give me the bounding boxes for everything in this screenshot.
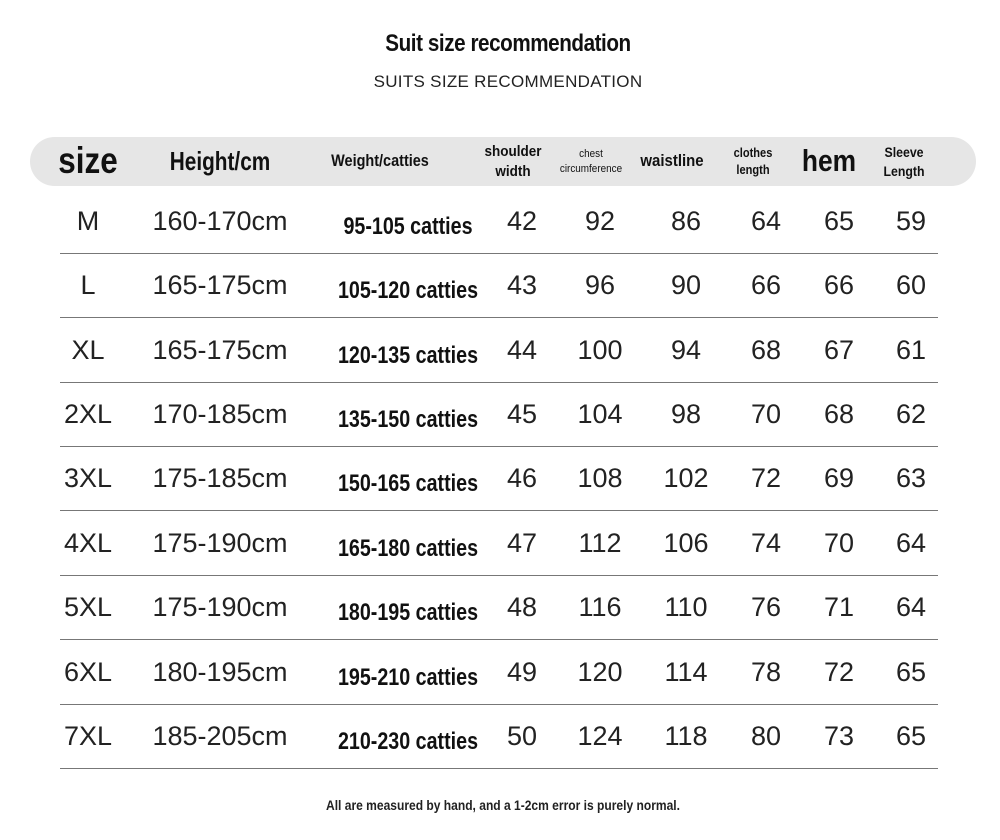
cell-shoulder: 49 [506,656,538,687]
cell-height: 180-195cm [152,656,288,687]
table-row [60,446,938,511]
cell-shoulder: 43 [506,269,538,300]
header-chest-line1: chest [579,148,603,161]
header-waistline: waistline [640,151,704,171]
header-hem: hem [801,143,857,179]
cell-sleeve: 65 [895,656,927,687]
cell-size: 4XL [63,527,113,558]
cell-clothes-length: 70 [750,398,782,429]
cell-size: L [80,269,96,300]
cell-chest: 100 [577,334,623,365]
cell-sleeve: 61 [895,334,927,365]
cell-clothes-length: 78 [750,656,782,687]
cell-chest: 104 [577,398,623,429]
cell-size: 5XL [63,591,113,622]
cell-clothes-length: 74 [750,527,782,558]
header-weight: Weight/catties [331,151,429,171]
cell-sleeve: 60 [895,269,927,300]
table-row [60,704,938,769]
cell-hem: 68 [823,398,855,429]
cell-waist: 86 [670,205,702,236]
cell-waist: 102 [663,462,709,493]
cell-chest: 120 [577,656,623,687]
header-shoulder-line2: width [495,162,531,180]
cell-height: 165-175cm [152,269,288,300]
cell-waist: 90 [670,269,702,300]
cell-size: XL [71,334,105,365]
cell-shoulder: 50 [506,720,538,751]
cell-shoulder: 45 [506,398,538,429]
header-shoulder-width [476,137,550,186]
cell-chest: 92 [584,205,616,236]
cell-clothes-length: 66 [750,269,782,300]
cell-size: 6XL [63,656,113,687]
cell-weight: 135-150 catties [337,406,479,433]
header-height: Height/cm [169,145,271,176]
cell-clothes-length: 64 [750,205,782,236]
cell-clothes-length: 80 [750,720,782,751]
cell-weight: 120-135 catties [337,342,479,369]
cell-hem: 73 [823,720,855,751]
cell-weight: 195-210 catties [337,664,479,691]
cell-size: M [76,205,100,236]
cell-weight: 210-230 catties [337,728,479,755]
table-row [60,318,938,383]
cell-height: 175-190cm [152,527,288,558]
cell-weight: 150-165 catties [337,470,479,497]
cell-shoulder: 44 [506,334,538,365]
measurement-footnote: All are measured by hand, and a 1-2cm error is purely normal. [326,797,680,813]
cell-hem: 65 [823,205,855,236]
cell-waist: 118 [664,720,708,751]
table-row [60,640,938,705]
cell-sleeve: 64 [895,591,927,622]
cell-sleeve: 64 [895,527,927,558]
cell-sleeve: 63 [895,462,927,493]
cell-sleeve: 62 [895,398,927,429]
header-chest-circumference [556,137,626,186]
page-subtitle: SUITS SIZE RECOMMENDATION [373,72,643,91]
cell-size: 2XL [63,398,113,429]
header-sleeve-line1: Sleeve [884,144,924,161]
cell-clothes-length: 72 [750,462,782,493]
header-sleeve-line2: Length [883,162,925,179]
table-row [60,511,938,576]
cell-height: 160-170cm [152,205,288,236]
table-row [60,253,938,318]
table-row [60,189,938,254]
cell-chest: 116 [578,591,622,622]
cell-height: 175-190cm [152,591,288,622]
header-clothes-length: clothes length [733,144,773,177]
cell-waist: 114 [664,656,708,687]
page-title: Suit size recommendation [385,30,631,57]
cell-hem: 67 [823,334,855,365]
table-row [60,382,938,447]
cell-height: 165-175cm [152,334,288,365]
cell-shoulder: 48 [506,591,538,622]
cell-shoulder: 47 [506,527,538,558]
cell-size: 7XL [63,720,113,751]
cell-chest: 96 [584,269,616,300]
cell-weight: 95-105 catties [343,213,473,240]
cell-chest: 112 [578,527,622,558]
cell-hem: 70 [823,527,855,558]
cell-hem: 69 [823,462,855,493]
header-sleeve-length [869,137,939,186]
cell-sleeve: 65 [895,720,927,751]
cell-weight: 180-195 catties [337,599,479,626]
header-size: size [58,140,118,182]
cell-height: 175-185cm [152,462,288,493]
table-row [60,575,938,640]
cell-waist: 94 [670,334,702,365]
header-shoulder-line1: shoulder [484,143,542,160]
cell-size: 3XL [63,462,113,493]
cell-chest: 124 [577,720,623,751]
cell-waist: 106 [663,527,709,558]
cell-clothes-length: 68 [750,334,782,365]
cell-weight: 165-180 catties [337,535,479,562]
cell-hem: 72 [823,656,855,687]
cell-height: 185-205cm [152,720,288,751]
cell-sleeve: 59 [895,205,927,236]
header-chest-line2: circumference [559,162,623,175]
cell-hem: 66 [823,269,855,300]
cell-height: 170-185cm [152,398,288,429]
cell-clothes-length: 76 [750,591,782,622]
cell-weight: 105-120 catties [337,277,479,304]
cell-shoulder: 42 [506,205,538,236]
cell-shoulder: 46 [506,462,538,493]
cell-waist: 98 [670,398,702,429]
cell-chest: 108 [577,462,623,493]
cell-hem: 71 [823,591,855,622]
cell-waist: 110 [664,591,708,622]
